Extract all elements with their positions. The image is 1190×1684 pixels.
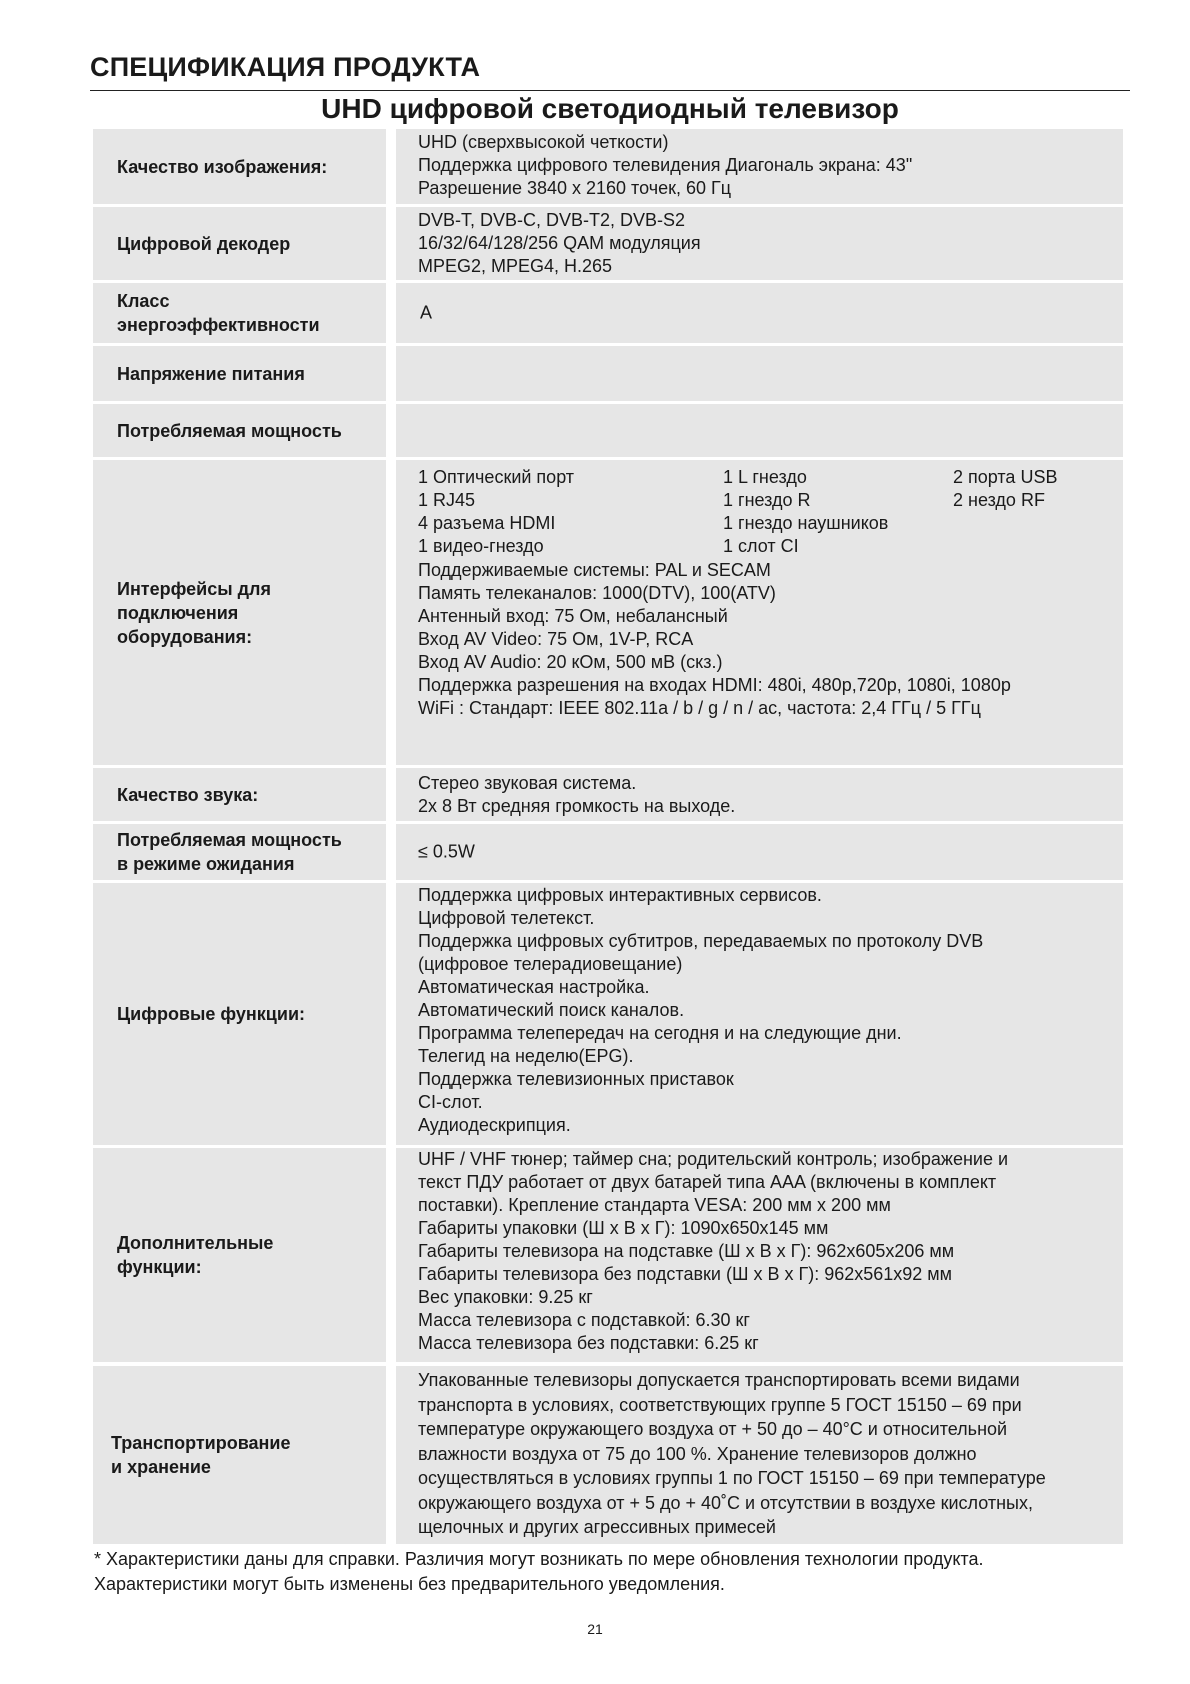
spec-label: Дополнительные функции: — [117, 1233, 274, 1277]
spec-label-cell — [93, 883, 386, 1145]
spec-row-digital-decoder — [93, 207, 1123, 280]
footnote: * Характеристики даны для справки. Различия могут возникать по мере обновления технологии продукта. Характеристики могут быть изменены без предварительного уведомления. — [94, 1549, 984, 1594]
spec-value: DVB-T, DVB-C, DVB-T2, DVB-S2 16/32/64/128/256 QAM модуляция MPEG2, MPEG4, H.265 — [418, 210, 701, 276]
spec-row-standby-power — [93, 824, 1123, 880]
spec-value-cell — [396, 883, 1123, 1145]
spec-value: UHD (сверхвысокой четкости) Поддержка цифрового телевидения Диагональ экрана: 43" Разрешение 3840 x 2160 точек, 60 Гц — [418, 132, 913, 198]
spec-label-cell — [93, 129, 386, 204]
page-number: 21 — [587, 1621, 603, 1637]
spec-value: Упакованные телевизоры допускается транспортировать всеми видами транспорта в условиях, соответствующих группе 5 ГОСТ 15150 – 69 при температуре окружающего воздуха от + 50 до – 40°С и относительной влажности воздуха от 75 до 100 %. Хранение телевизоров должно осуществляться в условиях группы 1 по ГОСТ 15150 – 69 при температуре окружающего воздуха от + 5 до + 40˚С и отсутствии в воздухе кислотных, щелочных и других агрессивных примесей — [418, 1370, 1046, 1537]
spec-label: Транспортирование и хранение — [111, 1433, 291, 1477]
spec-label-cell — [93, 768, 386, 821]
spec-label-cell — [93, 1148, 386, 1362]
interface-details: Поддерживаемые системы: PAL и SECAM Память телеканалов: 1000(DTV), 100(ATV) Антенный вход: 75 Ом, небалансный Вход AV Video: 75 Ом, 1V-P, RCA Вход AV Audio: 20 кОм, 500 мВ (скз.) Поддержка разрешения на входах HDMI: 480i, 480p,720p, 1080i, 1080p WiFi : Стандарт: IEEE 802.11a / b / g / n / ac, частота: 2,4 ГГц / 5 ГГц — [418, 560, 1011, 718]
spec-label: Цифровые функции: — [117, 1004, 305, 1024]
spec-value-cell — [396, 207, 1123, 280]
spec-label: Качество изображения: — [117, 156, 328, 177]
spec-value-cell — [396, 460, 1123, 765]
spec-value-cell — [396, 129, 1123, 204]
product-subtitle: UHD цифровой светодиодный телевизор — [321, 93, 899, 124]
page-title: СПЕЦИФИКАЦИЯ ПРОДУКТА — [90, 52, 481, 82]
spec-label: Класс энергоэффективности — [117, 291, 320, 335]
spec-label: Напряжение питания — [117, 363, 305, 384]
ports-column: 2 порта USB 2 нездо RF — [953, 467, 1058, 510]
spec-row-supply-voltage — [93, 346, 1123, 401]
spec-value: Стерео звуковая система. 2x 8 Вт средняя громкость на выходе. — [418, 773, 736, 816]
spec-value: Поддержка цифровых интерактивных сервисов. Цифровой телетекст. Поддержка цифровых субтитров, передаваемых по протоколу DVB (цифровое телерадиовещание) Автоматическая настройка. Автоматический поиск каналов. Программа телепередач на сегодня и на следующие дни. Телегид на неделю(EPG). Поддержка телевизионных приставок CI-слот. Аудиодескрипция. — [418, 885, 984, 1135]
spec-label-cell — [93, 1366, 386, 1544]
spec-label: Потребляемая мощность в режиме ожидания — [117, 830, 342, 874]
spec-label-cell — [93, 207, 386, 280]
spec-label-cell — [93, 460, 386, 765]
ports-column: 1 Оптический порт 1 RJ45 4 разъема HDMI 1 видео-гнездо — [418, 467, 575, 556]
spec-value — [418, 466, 1113, 720]
spec-row-sound-quality — [93, 768, 1123, 821]
spec-row-picture-quality — [93, 129, 1123, 204]
spec-label-cell — [93, 283, 386, 343]
spec-row-digital-functions — [93, 883, 1123, 1145]
spec-value-cell — [396, 824, 1123, 880]
spec-row-transport-storage — [93, 1366, 1123, 1544]
spec-label: Интерфейсы для подключения оборудования: — [117, 578, 271, 647]
spec-label: Качество звука: — [117, 784, 259, 805]
spec-value: ≤ 0.5W — [418, 841, 475, 862]
spec-row-energy-class — [93, 283, 1123, 343]
spec-label-cell — [93, 824, 386, 880]
spec-value-cell — [396, 346, 1123, 401]
ports-grid — [418, 466, 1113, 558]
spec-value-cell — [396, 1366, 1123, 1544]
spec-row-power-consumption — [93, 404, 1123, 457]
spec-value: UHF / VHF тюнер; таймер сна; родительский контроль; изображение и текст ПДУ работает от двух батарей типа AAA (включены в комплект поставки). Крепление стандарта VESA: 200 мм x 200 мм Габариты упаковки (Ш x В x Г): 1090x650x145 мм Габариты телевизора на подставке (Ш x В x Г): 962x605x206 мм Габариты телевизора без подставки (Ш x В x Г): 962x561x92 мм Вес упаковки: 9.25 кг Масса телевизора с подставкой: 6.30 кг Масса телевизора без подставки: 6.25 кг — [418, 1149, 1009, 1353]
spec-label-cell — [93, 346, 386, 401]
spec-value: A — [420, 302, 433, 323]
spec-value-cell — [396, 1148, 1123, 1362]
spec-row-interfaces — [93, 460, 1123, 765]
spec-value-cell — [396, 768, 1123, 821]
spec-label: Потребляемая мощность — [117, 420, 342, 441]
spec-value-cell — [396, 404, 1123, 457]
spec-label: Цифровой декодер — [117, 233, 291, 254]
spec-value-cell — [396, 283, 1123, 343]
spec-label-cell — [93, 404, 386, 457]
spec-row-additional-functions — [93, 1148, 1123, 1362]
title-divider — [90, 90, 1130, 91]
ports-column: 1 L гнездо 1 гнездо R 1 гнездо наушников 1 слот CI — [723, 467, 889, 556]
